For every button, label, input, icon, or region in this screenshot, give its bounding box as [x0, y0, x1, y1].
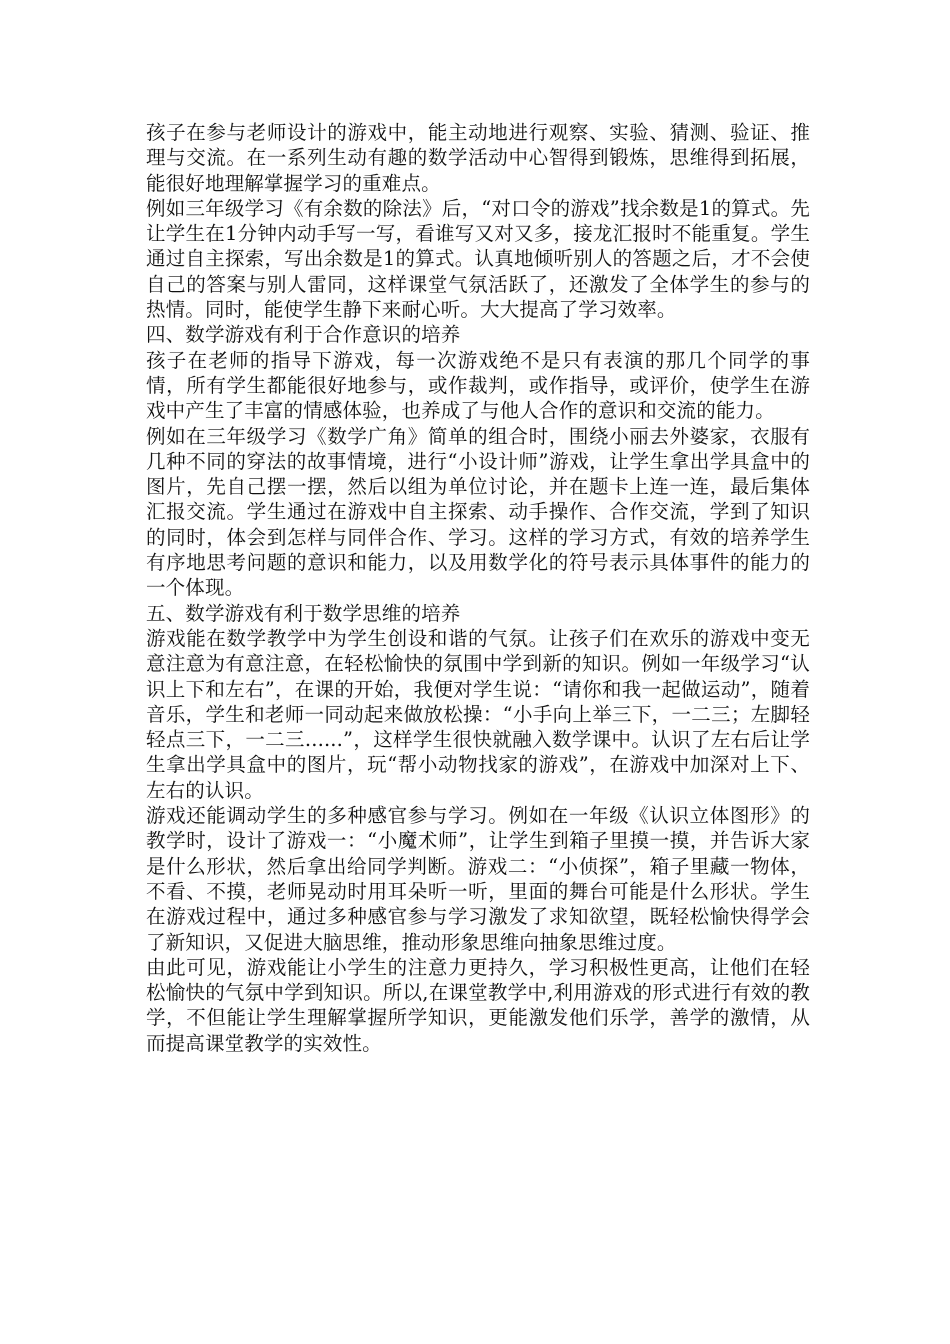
- section-heading-cooperation: 四、数学游戏有利于合作意识的培养: [146, 323, 461, 347]
- paragraph-remainder-division-example: 例如三年级学习《有余数的除法》后，“对口令的游戏”找余数是1的算式。先让学生在1分钟内动手写一写，看谁写又对又多，接龙汇报时不能重复。学生通过自主探索，写出余数是1的算式。认真地倾听别人的答题之后，才不会使自己的答案与别人雷同，这样课堂气氛活跃了，还激发了全体学生的参与的热情。同时，能使学生静下来耐心听。大大提高了学习效率。: [146, 196, 810, 322]
- section-heading-thinking: 五、数学游戏有利于数学思维的培养: [146, 601, 461, 625]
- paragraph-math-corner-example: 例如在三年级学习《数学广角》简单的组合时，围绕小丽去外婆家，衣服有几种不同的穿法的故事情境，进行“小设计师”游戏，让学生拿出学具盒中的图片，先自己摆一摆，然后以组为单位讨论，并在题卡上连一连，最后集体汇报交流。学生通过在游戏中自主探索、动手操作、合作交流，学到了知识的同时，体会到怎样与同伴合作、学习。这样的学习方式，有效的培养学生有序地思考问题的意识和能力，以及用数学化的符号表示具体事件的能力的一个体现。: [146, 424, 810, 600]
- paragraph-conclusion: 由此可见，游戏能让小学生的注意力更持久，学习积极性更高，让他们在轻松愉快的气氛中学到知识。所以,在课堂教学中,利用游戏的形式进行有效的教学，不但能让学生理解掌握所学知识，更能激发他们乐学，善学的激情，从而提高课堂教学的实效性。: [146, 955, 810, 1055]
- paragraph-cooperation-experience: 孩子在老师的指导下游戏，每一次游戏绝不是只有表演的那几个同学的事情，所有学生都能很好地参与，或作裁判，或作指导，或评价，使学生在游戏中产生了丰富的情感体验，也养成了与他人合作的意识和交流的能力。: [146, 348, 810, 423]
- paragraph-game-observation: 孩子在参与老师设计的游戏中，能主动地进行观察、实验、猜测、验证、推理与交流。在一系列生动有趣的数学活动中心智得到锻炼，思维得到拓展，能很好地理解掌握学习的重难点。: [146, 121, 810, 195]
- paragraph-atmosphere-example: 游戏能在数学教学中为学生创设和谐的气氛。让孩子们在欢乐的游戏中变无意注意为有意注意，在轻松愉快的氛围中学到新的知识。例如一年级学习“认识上下和左右”，在课的开始，我便对学生说：“请你和我一起做运动”，随着音乐，学生和老师一同动起来做放松操：“小手向上举三下，一二三；左脚轻轻点三下，一二三......”，这样学生很快就融入数学课中。认识了左右后让学生拿出学具盒中的图片，玩“帮小动物找家的游戏”，在游戏中加深对上下、左右的认识。: [146, 626, 810, 802]
- document-body: [146, 120, 810, 1056]
- paragraph-senses-example: 游戏还能调动学生的多种感官参与学习。例如在一年级《认识立体图形》的教学时，设计了游戏一：“小魔术师”，让学生到箱子里摸一摸，并告诉大家是什么形状，然后拿出给同学判断。游戏二：“小侦探”，箱子里藏一物体，不看、不摸，老师晃动时用耳朵听一听，里面的舞台可能是什么形状。学生在游戏过程中，通过多种感官参与学习激发了求知欲望，既轻松愉快得学会了新知识，又促进大脑思维，推动形象思维向抽象思维过度。: [146, 804, 810, 954]
